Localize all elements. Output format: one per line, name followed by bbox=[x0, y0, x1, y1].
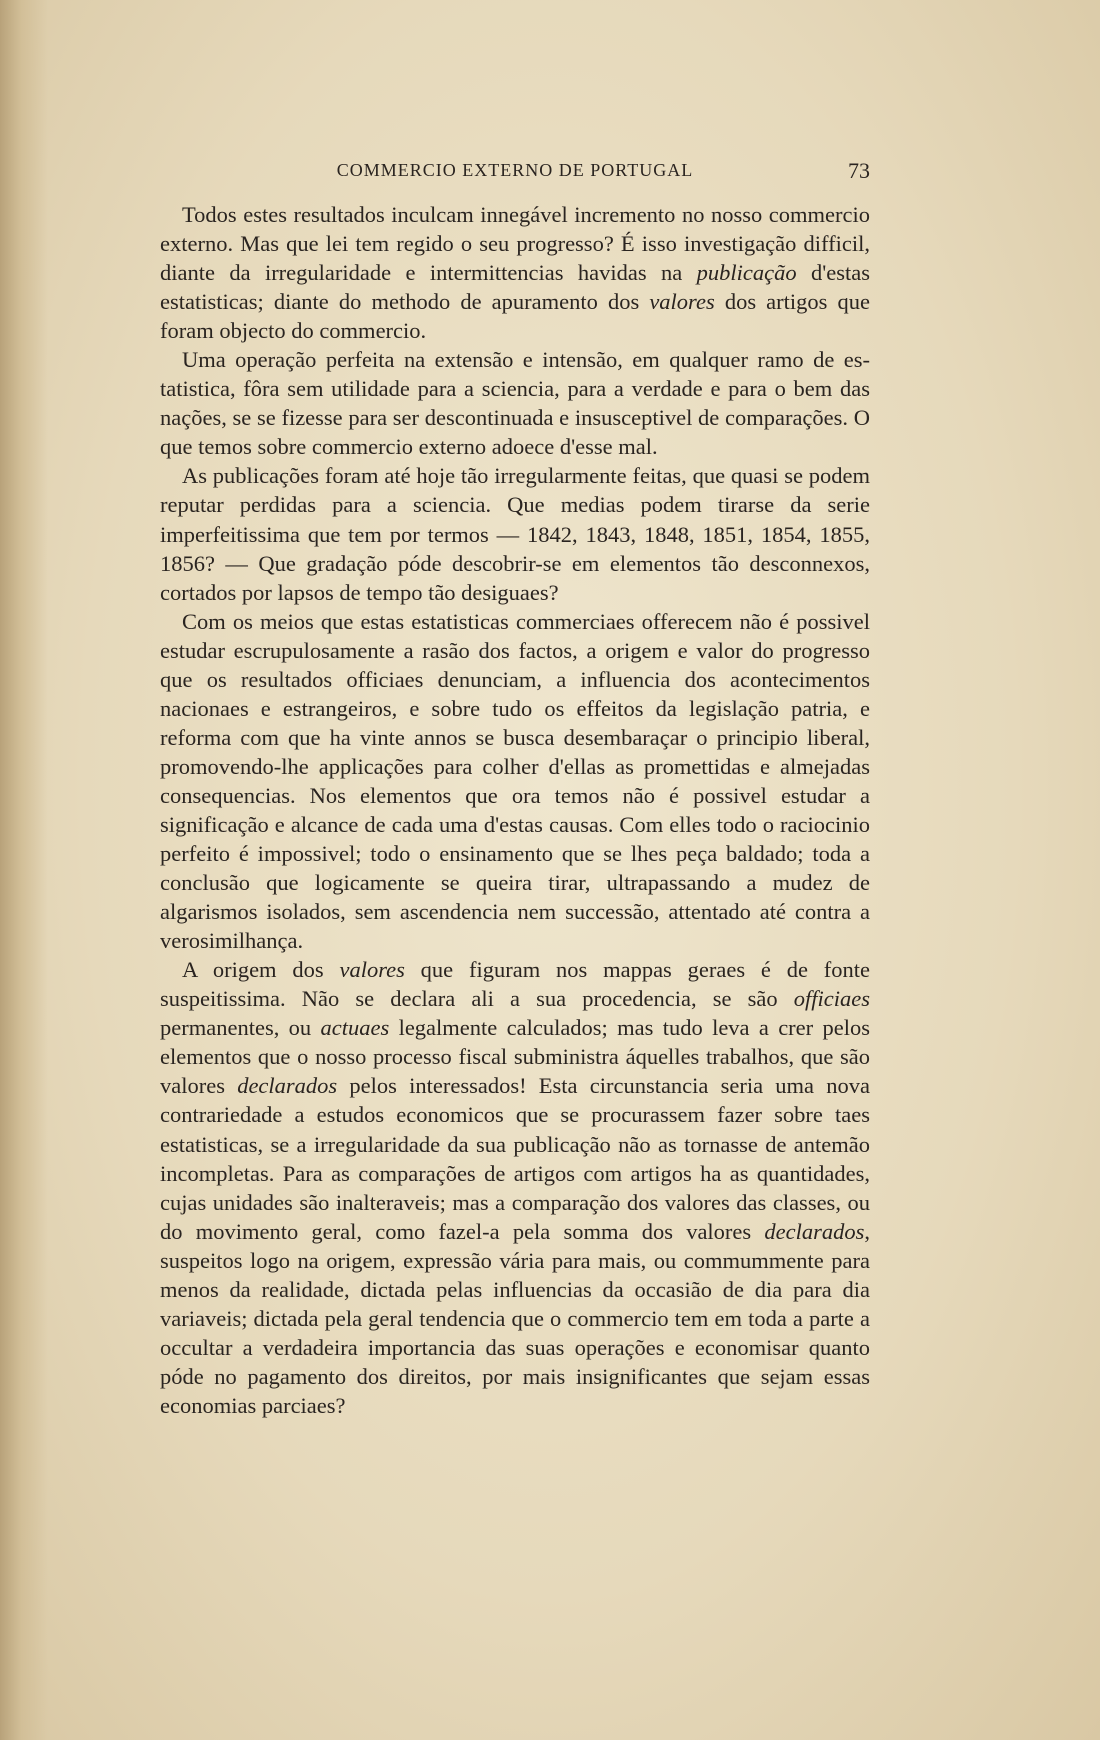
italic-text: valores bbox=[339, 957, 405, 983]
italic-text: declarados bbox=[764, 1218, 865, 1244]
body-text bbox=[160, 200, 870, 1420]
text-run: As publicações foram até hoje tão irregularmente feitas, que quasi se podem reputar perdidas para a sciencia. Que medias podem tirarse da serie imperfeitissima que tem por termos — 1842, 1843, 1848, 1851, 1854, 1855, 1856? — Que gradação póde descobrir-se em elementos tão desconnexos, cortados por lapsos de tempo tão desiguaes? bbox=[160, 463, 870, 605]
text-run: A origem dos bbox=[182, 957, 340, 983]
text-run: Com os meios que estas estatisticas commerciaes offerecem não é possivel estudar escrupulosamente a rasão dos factos, a origem e valor do progresso que os resultados officiaes denunciam, a influencia dos acontecimentos nacionaes e estrangeiros, e sobre tudo os effeitos da legislação patria, e reforma com que ha vinte annos se busca desembaraçar o principio liberal, promovendo-lhe applicações para colher d'ellas as promettidas e almejadas consequencias. Nos elementos que ora temos não é possivel estudar a significação e alcance de cada uma d'estas causas. Com elles todo o raciocinio perfeito é impossivel; todo o ensinamento que se lhes peça baldado; toda a conclusão que logicamente se queira tirar, ultrapassando a mudez de algarismos isolados, sem ascendencia nem successão, attentado até contra a verosimilhança. bbox=[160, 608, 870, 954]
page-header bbox=[160, 158, 870, 186]
italic-text: actuaes bbox=[320, 1015, 390, 1041]
italic-text: publicação bbox=[696, 260, 797, 286]
text-run: , suspeitos logo na origem, expressão vária para mais, ou commummente para menos da realidade, dictada pelas influencias da occasião de dia para dia variaveis; dictada pela geral tendencia que o commercio tem em toda a parte a occultar a verdadeira importancia das suas operações e economisar quanto póde no pagamento dos direitos, por mais insignificantes que sejam essas economias parciaes? bbox=[160, 1218, 870, 1418]
italic-text: valores bbox=[649, 289, 715, 315]
text-run: pelos interessados! Esta circunstancia seria uma nova contrariedade a estudos economicos que se procurassem fazer sobre taes estatisticas, se a irregularidade da sua publicação não as tornasse de antemão incompletas. Para as comparações de artigos com artigos ha as quantidades, cujas unidades são inalteraveis; mas a comparação dos valores das classes, ou do movimento geral, como fazel-a pela somma dos valores bbox=[160, 1073, 870, 1244]
page-binding-shadow bbox=[0, 0, 48, 1740]
paragraph bbox=[160, 200, 870, 345]
paragraph bbox=[160, 955, 870, 1420]
paragraph bbox=[160, 345, 870, 461]
running-title: COMMERCIO EXTERNO DE PORTUGAL bbox=[336, 160, 694, 180]
text-run: d'estas estatisticas; diante do methodo de apuramento dos bbox=[160, 260, 870, 315]
text-run: Todos estes resultados inculcam innegável incremento no nosso commercio externo. Mas que lei tem regido o seu progresso? É isso investigação difficil, diante da irregularidade e intermittencias havidas na bbox=[160, 202, 870, 286]
text-run: permanentes, ou bbox=[160, 1015, 321, 1041]
text-run: Uma operação perfeita na extensão e intensão, em qualquer ramo de estatistica, fôra sem utilidade para a sciencia, para a verdade e para o bem das nações, se se fizesse para ser descontinuada e insusceptivel de comparações. O que temos sobre commercio externo adoece d'esse mal. bbox=[160, 347, 870, 460]
text-run: que figuram nos mappas geraes é de fonte suspeitissima. Não se declara ali a sua procedencia, se são bbox=[160, 957, 870, 1012]
italic-text: officiaes bbox=[793, 986, 870, 1012]
text-run: legalmente calculados; mas tudo leva a crer pelos elementos que o nosso processo fiscal subministra áquelles trabalhos, que são valores bbox=[160, 1015, 870, 1099]
italic-text: declarados bbox=[237, 1073, 338, 1099]
text-run: dos artigos que foram objecto do commercio. bbox=[160, 289, 870, 344]
page-number: 73 bbox=[848, 158, 870, 183]
paragraph bbox=[160, 461, 870, 606]
paragraph bbox=[160, 607, 870, 956]
